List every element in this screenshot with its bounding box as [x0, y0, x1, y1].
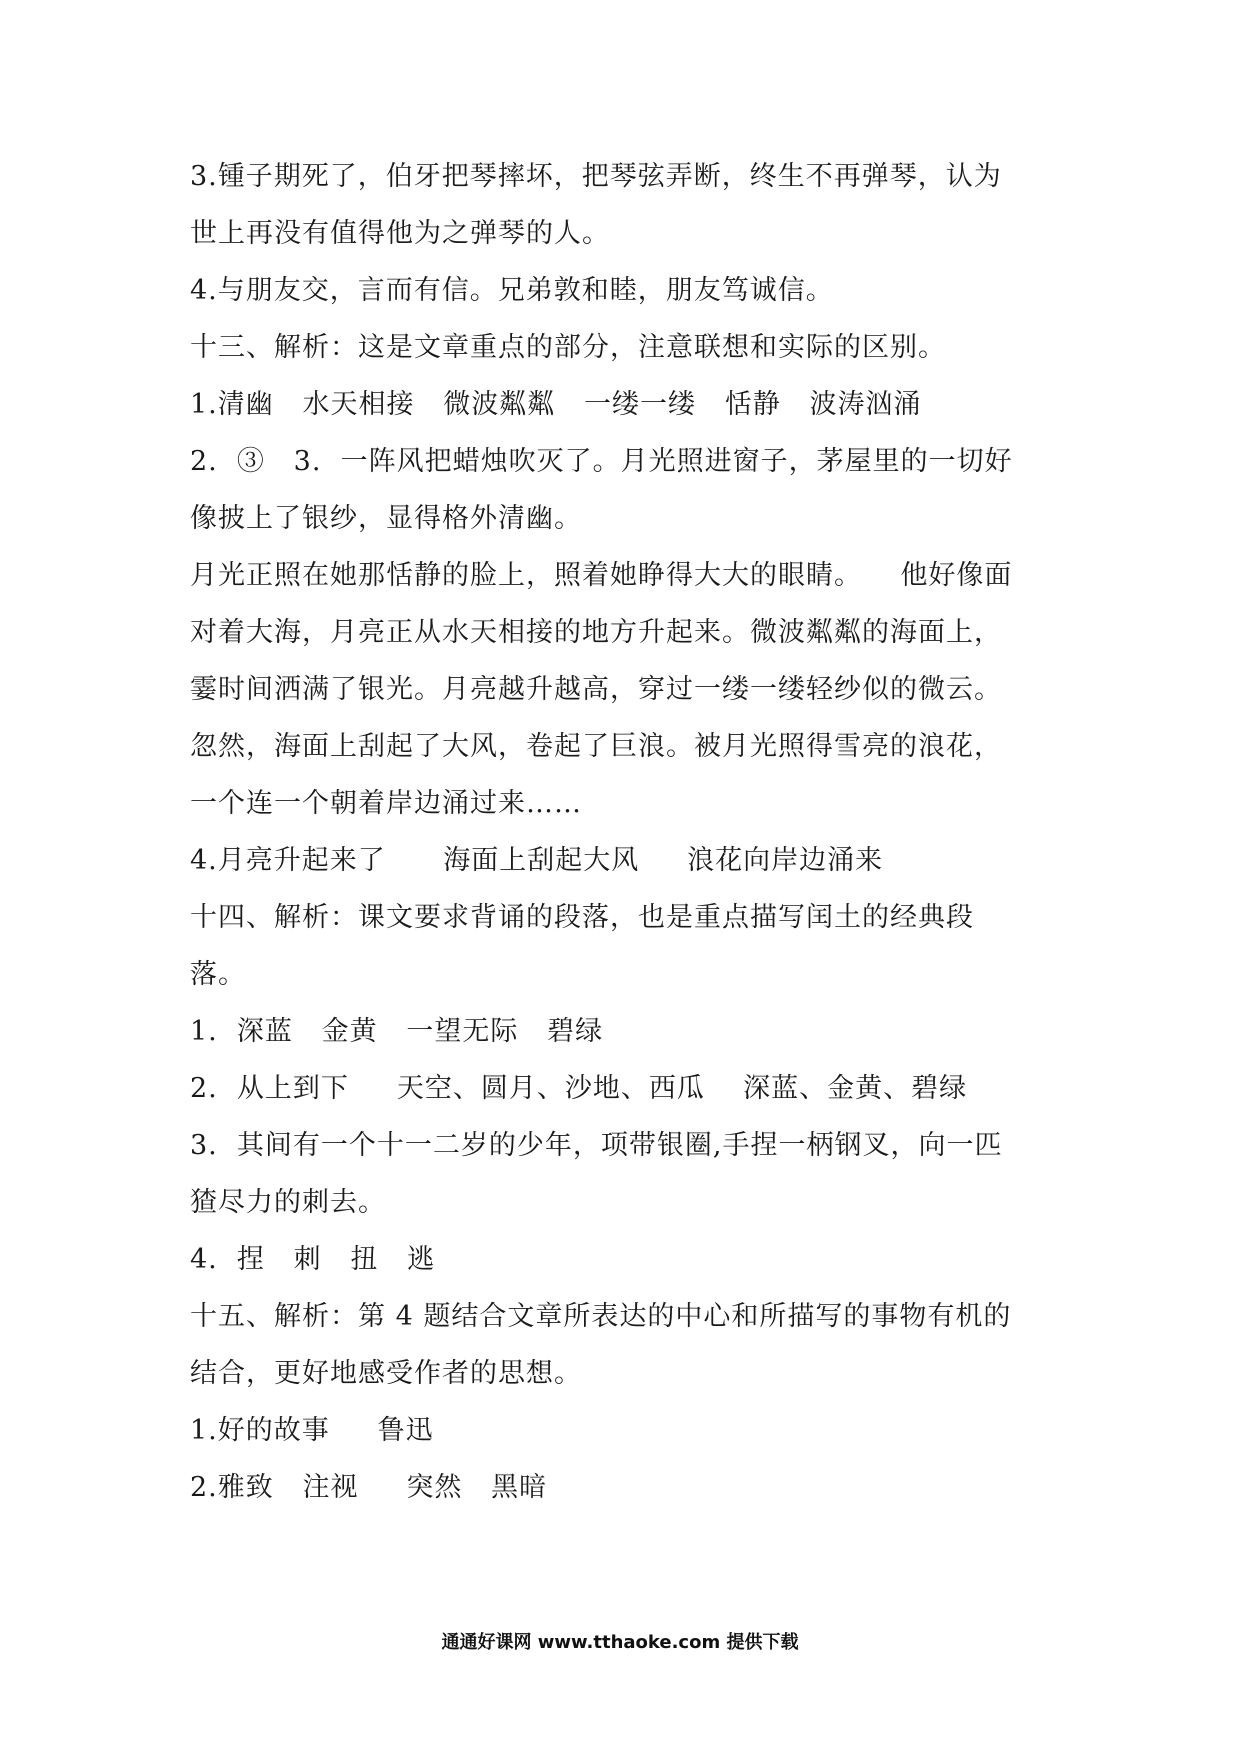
- text-line: 3. 其间有一个十一二岁的少年，项带银圈,手捏一柄钢叉，向一匹: [190, 1130, 1003, 1161]
- text-line: 4. 捏 刺 扭 逃: [190, 1244, 436, 1275]
- page-footer: 通通好课网 www.tthaoke.com 提供下载: [441, 1632, 799, 1653]
- text-line: 一个连一个朝着岸边涌过来……: [190, 788, 582, 819]
- text-line: 忽然，海面上刮起了大风，卷起了巨浪。被月光照得雪亮的浪花，: [190, 731, 1002, 762]
- text-line: 2. ③ 3. 一阵风把蜡烛吹灭了。月光照进窗子，茅屋里的一切好: [190, 446, 1013, 477]
- text-line: 1.清幽 水天相接 微波粼粼 一缕一缕 恬静 波涛汹涌: [190, 389, 922, 420]
- text-line: 猹尽力的刺去。: [190, 1187, 386, 1218]
- text-line: 2.雅致 注视 突然 黑暗: [190, 1472, 548, 1503]
- text-line: 2. 从上到下 天空、圆月、沙地、西瓜 深蓝、金黄、碧绿: [190, 1073, 968, 1104]
- text-line: 对着大海，月亮正从水天相接的地方升起来。微波粼粼的海面上，: [190, 617, 1002, 648]
- text-line: 世上再没有值得他为之弹琴的人。: [190, 218, 610, 249]
- text-line: 霎时间洒满了银光。月亮越升越高，穿过一缕一缕轻纱似的微云。: [190, 674, 1002, 705]
- text-line: 像披上了银纱，显得格外清幽。: [190, 503, 582, 534]
- text-line: 1. 深蓝 金黄 一望无际 碧绿: [190, 1016, 604, 1047]
- text-line: 结合，更好地感受作者的思想。: [190, 1358, 582, 1389]
- text-line: 落。: [190, 959, 246, 990]
- text-line: 月光正照在她那恬静的脸上，照着她睁得大大的眼睛。 他好像面: [190, 560, 1013, 591]
- section-heading-13: 十三、解析：这是文章重点的部分，注意联想和实际的区别。: [190, 332, 946, 363]
- text-line: 4.月亮升起来了 海面上刮起大风 浪花向岸边涌来: [190, 845, 884, 876]
- section-heading-15: 十五、解析：第 4 题结合文章所表达的中心和所描写的事物有机的: [190, 1301, 1012, 1332]
- text-line: 1.好的故事 鲁迅: [190, 1415, 434, 1446]
- answer-text-block: [190, 148, 1050, 1516]
- section-heading-14: 十四、解析：课文要求背诵的段落，也是重点描写闰土的经典段: [190, 902, 974, 933]
- text-line: 4.与朋友交，言而有信。兄弟敦和睦，朋友笃诚信。: [190, 275, 834, 306]
- text-line: 3.锺子期死了，伯牙把琴摔坏，把琴弦弄断，终生不再弹琴，认为: [190, 161, 1002, 192]
